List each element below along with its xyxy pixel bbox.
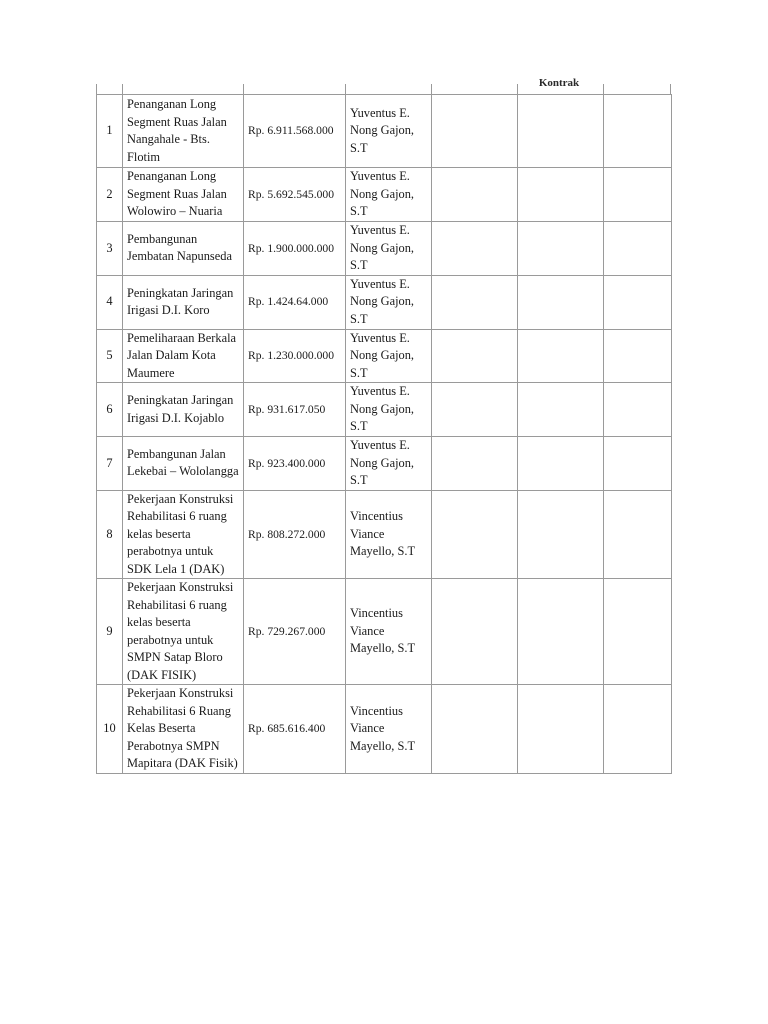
supervisor-name: Yuventus E. Nong Gajon, S.T (346, 95, 432, 168)
supervisor-name: Yuventus E. Nong Gajon, S.T (346, 222, 432, 276)
table-row (97, 168, 672, 222)
row-number: 7 (97, 437, 123, 491)
project-name: Peningkatan Jaringan Irigasi D.I. Kojablo (123, 383, 244, 437)
empty-cell (432, 490, 518, 579)
header-fragment-text: Kontrak (538, 77, 580, 89)
row-number: 1 (97, 95, 123, 168)
supervisor-name: Yuventus E. Nong Gajon, S.T (346, 275, 432, 329)
project-table (96, 94, 672, 774)
row-number: 4 (97, 275, 123, 329)
empty-cell (604, 329, 672, 383)
previous-page-header-remnant (96, 77, 671, 94)
empty-cell (432, 95, 518, 168)
contract-value: Rp. 1.230.000.000 (244, 329, 346, 383)
empty-cell (604, 383, 672, 437)
contract-value: Rp. 729.267.000 (244, 579, 346, 685)
empty-cell (604, 95, 672, 168)
empty-cell (604, 685, 672, 774)
empty-cell (518, 275, 604, 329)
supervisor-name: Yuventus E. Nong Gajon, S.T (346, 329, 432, 383)
project-name: Pembangunan Jembatan Napunseda (123, 222, 244, 276)
row-number: 6 (97, 383, 123, 437)
project-name: Peningkatan Jaringan Irigasi D.I. Koro (123, 275, 244, 329)
empty-cell (518, 222, 604, 276)
supervisor-name: Vincentius Viance Mayello, S.T (346, 579, 432, 685)
row-number: 8 (97, 490, 123, 579)
empty-cell (518, 168, 604, 222)
contract-value: Rp. 5.692.545.000 (244, 168, 346, 222)
empty-cell (604, 275, 672, 329)
supervisor-name: Yuventus E. Nong Gajon, S.T (346, 383, 432, 437)
row-number: 10 (97, 685, 123, 774)
table-row (97, 222, 672, 276)
empty-cell (432, 329, 518, 383)
project-name: Pekerjaan Konstruksi Rehabilitasi 6 Ruang Kelas Beserta Perabotnya SMPN Mapitara (DAK Fisik) (123, 685, 244, 774)
row-number: 3 (97, 222, 123, 276)
empty-cell (518, 490, 604, 579)
empty-cell (518, 579, 604, 685)
empty-cell (432, 168, 518, 222)
contract-value: Rp. 685.616.400 (244, 685, 346, 774)
project-name: Pekerjaan Konstruksi Rehabilitasi 6 ruang kelas beserta perabotnya untuk SDK Lela 1 (DAK) (123, 490, 244, 579)
contract-value: Rp. 1.424.64.000 (244, 275, 346, 329)
empty-cell (518, 95, 604, 168)
empty-cell (518, 437, 604, 491)
table-row (97, 579, 672, 685)
project-name: Pemeliharaan Berkala Jalan Dalam Kota Maumere (123, 329, 244, 383)
supervisor-name: Yuventus E. Nong Gajon, S.T (346, 437, 432, 491)
empty-cell (432, 579, 518, 685)
supervisor-name: Vincentius Viance Mayello, S.T (346, 490, 432, 579)
empty-cell (518, 383, 604, 437)
table-row (97, 95, 672, 168)
contract-value: Rp. 931.617.050 (244, 383, 346, 437)
project-name: Pembangunan Jalan Lekebai – Wololangga (123, 437, 244, 491)
empty-cell (518, 329, 604, 383)
empty-cell (604, 222, 672, 276)
contract-value: Rp. 923.400.000 (244, 437, 346, 491)
project-name: Pekerjaan Konstruksi Rehabilitasi 6 ruang kelas beserta perabotnya untuk SMPN Satap Bloro (DAK FISIK) (123, 579, 244, 685)
supervisor-name: Vincentius Viance Mayello, S.T (346, 685, 432, 774)
empty-cell (604, 579, 672, 685)
project-table-wrapper (96, 94, 671, 774)
table-row (97, 685, 672, 774)
row-number: 2 (97, 168, 123, 222)
contract-value: Rp. 6.911.568.000 (244, 95, 346, 168)
empty-cell (432, 685, 518, 774)
empty-cell (432, 222, 518, 276)
table-row (97, 490, 672, 579)
contract-value: Rp. 1.900.000.000 (244, 222, 346, 276)
empty-cell (432, 437, 518, 491)
table-row (97, 437, 672, 491)
project-name: Penanganan Long Segment Ruas Jalan Nangahale - Bts. Flotim (123, 95, 244, 168)
empty-cell (518, 685, 604, 774)
empty-cell (432, 275, 518, 329)
supervisor-name: Yuventus E. Nong Gajon, S.T (346, 168, 432, 222)
empty-cell (604, 437, 672, 491)
empty-cell (432, 383, 518, 437)
table-row (97, 329, 672, 383)
table-row (97, 275, 672, 329)
contract-value: Rp. 808.272.000 (244, 490, 346, 579)
empty-cell (604, 490, 672, 579)
table-row (97, 383, 672, 437)
row-number: 9 (97, 579, 123, 685)
row-number: 5 (97, 329, 123, 383)
empty-cell (604, 168, 672, 222)
project-name: Penanganan Long Segment Ruas Jalan Wolowiro – Nuaria (123, 168, 244, 222)
